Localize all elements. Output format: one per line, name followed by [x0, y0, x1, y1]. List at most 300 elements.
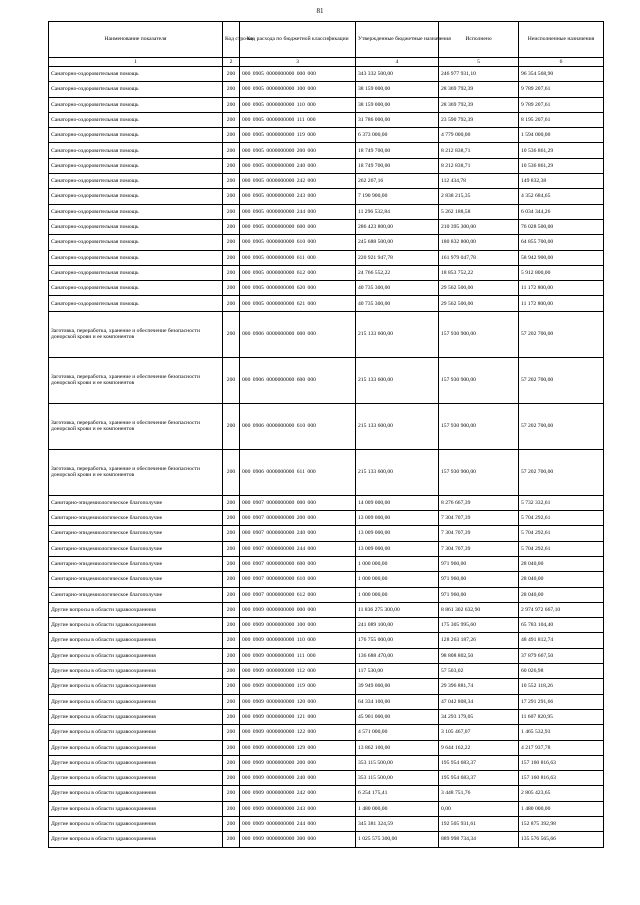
indicator-name-cell: Другие вопросы в области здравоохранения	[49, 832, 223, 847]
unexecuted-amount-cell: 57 202 700,00	[519, 403, 604, 449]
expense-code-cell: 000 0907 0000000000 600 000	[240, 556, 356, 571]
executed-amount-cell: 29 562 500,00	[439, 296, 519, 311]
unexecuted-amount-cell: 9 789 207,61	[519, 97, 604, 112]
unexecuted-amount-cell: 4 352 684,65	[519, 189, 604, 204]
expense-code-cell: 000 0909 0000000000 000 000	[240, 602, 356, 617]
table-row	[49, 771, 604, 786]
approved-amount-cell: 245 688 500,00	[356, 235, 439, 250]
unexecuted-amount-cell: 65 783 104,40	[519, 618, 604, 633]
approved-amount-cell: 24 766 552,22	[356, 265, 439, 280]
indicator-name-cell: Санаторно-оздоровительная помощь	[49, 235, 223, 250]
unexecuted-amount-cell: 5 704 292,61	[519, 511, 604, 526]
table-row	[49, 204, 604, 219]
unexecuted-amount-cell: 9 789 207,61	[519, 82, 604, 97]
indicator-name-cell: Другие вопросы в области здравоохранения	[49, 694, 223, 709]
executed-amount-cell: 157 930 900,00	[439, 357, 519, 403]
indicator-name-cell: Другие вопросы в области здравоохранения	[49, 648, 223, 663]
line-code-cell: 200	[223, 679, 240, 694]
indicator-name-cell: Санаторно-оздоровительная помощь	[49, 97, 223, 112]
expense-code-cell: 000 0909 0000000000 129 000	[240, 740, 356, 755]
executed-amount-cell: 157 930 900,00	[439, 311, 519, 357]
indicator-name-cell: Санитарно-эпидемиологическое благополучие	[49, 541, 223, 556]
indicator-name-cell: Санаторно-оздоровительная помощь	[49, 250, 223, 265]
table-row	[49, 357, 604, 403]
expense-code-cell: 000 0906 0000000000 610 000	[240, 403, 356, 449]
unexecuted-amount-cell: 28 040,00	[519, 572, 604, 587]
expense-code-cell: 000 0909 0000000000 119 000	[240, 679, 356, 694]
approved-amount-cell: 136 688 470,00	[356, 648, 439, 663]
line-code-cell: 200	[223, 618, 240, 633]
table-row	[49, 97, 604, 112]
line-code-cell: 200	[223, 112, 240, 127]
table-row	[49, 143, 604, 158]
table-row	[49, 541, 604, 556]
executed-amount-cell: 971 960,00	[439, 556, 519, 571]
line-code-cell: 200	[223, 511, 240, 526]
unexecuted-amount-cell: 28 040,00	[519, 587, 604, 602]
approved-amount-cell: 1 025 575 300,00	[356, 832, 439, 847]
expense-code-cell: 000 0905 0000000000 119 000	[240, 128, 356, 143]
unexecuted-amount-cell: 57 202 700,00	[519, 449, 604, 495]
indicator-name-cell: Санитарно-эпидемиологическое благополучие	[49, 526, 223, 541]
approved-amount-cell: 45 901 000,00	[356, 709, 439, 724]
table-row	[49, 511, 604, 526]
indicator-name-cell: Санаторно-оздоровительная помощь	[49, 189, 223, 204]
indicator-name-cell: Санаторно-оздоровительная помощь	[49, 82, 223, 97]
approved-amount-cell: 215 133 600,00	[356, 403, 439, 449]
executed-amount-cell: 7 304 707,39	[439, 526, 519, 541]
unexecuted-amount-cell: 157 160 816,63	[519, 771, 604, 786]
expense-code-cell: 000 0906 0000000000 611 000	[240, 449, 356, 495]
indicator-name-cell: Другие вопросы в области здравоохранения	[49, 771, 223, 786]
indicator-name-cell: Санаторно-оздоровительная помощь	[49, 143, 223, 158]
table-row	[49, 664, 604, 679]
executed-amount-cell: 971 960,00	[439, 587, 519, 602]
approved-amount-cell: 343 332 500,00	[356, 67, 439, 82]
executed-amount-cell: 8 276 667,39	[439, 495, 519, 510]
expense-code-cell: 000 0907 0000000000 240 000	[240, 526, 356, 541]
table-body	[49, 67, 604, 848]
column-number: 1	[49, 58, 223, 67]
approved-amount-cell: 4 571 000,00	[356, 725, 439, 740]
expense-code-cell: 000 0906 0000000000 600 000	[240, 357, 356, 403]
executed-amount-cell: 157 930 900,00	[439, 449, 519, 495]
approved-amount-cell: 117 530,00	[356, 664, 439, 679]
unexecuted-amount-cell: 1 594 000,00	[519, 128, 604, 143]
line-code-cell: 200	[223, 740, 240, 755]
approved-amount-cell: 7 190 900,00	[356, 189, 439, 204]
line-code-cell: 200	[223, 755, 240, 770]
executed-amount-cell: 112 434,78	[439, 174, 519, 189]
line-code-cell: 200	[223, 556, 240, 571]
column-number: 6	[519, 58, 604, 67]
approved-amount-cell: 18 749 700,00	[356, 158, 439, 173]
page-number: 81	[316, 7, 324, 15]
executed-amount-cell: 128 263 187,26	[439, 633, 519, 648]
expense-code-cell: 000 0909 0000000000 244 000	[240, 816, 356, 831]
line-code-cell: 200	[223, 771, 240, 786]
line-code-cell: 200	[223, 449, 240, 495]
approved-amount-cell: 38 159 000,00	[356, 82, 439, 97]
line-code-cell: 200	[223, 725, 240, 740]
line-code-cell: 200	[223, 296, 240, 311]
table-row	[49, 265, 604, 280]
executed-amount-cell: 28 369 792,39	[439, 82, 519, 97]
line-code-cell: 200	[223, 67, 240, 82]
unexecuted-amount-cell: 11 607 820,95	[519, 709, 604, 724]
line-code-cell: 200	[223, 82, 240, 97]
line-code-cell: 200	[223, 311, 240, 357]
line-code-cell: 200	[223, 265, 240, 280]
table-row	[49, 725, 604, 740]
expense-code-cell: 000 0909 0000000000 111 000	[240, 648, 356, 663]
line-code-cell: 200	[223, 97, 240, 112]
table-row	[49, 174, 604, 189]
approved-amount-cell: 1 480 000,00	[356, 801, 439, 816]
approved-amount-cell: 1 000 000,00	[356, 556, 439, 571]
indicator-name-cell: Санаторно-оздоровительная помощь	[49, 204, 223, 219]
expense-code-cell: 000 0909 0000000000 200 000	[240, 755, 356, 770]
expense-code-cell: 000 0905 0000000000 244 000	[240, 204, 356, 219]
table-row	[49, 602, 604, 617]
executed-amount-cell: 8 861 302 632,90	[439, 602, 519, 617]
executed-amount-cell: 0,00	[439, 801, 519, 816]
approved-amount-cell: 11 296 532,84	[356, 204, 439, 219]
column-number: 4	[356, 58, 439, 67]
indicator-name-cell: Санитарно-эпидемиологическое благополучие	[49, 495, 223, 510]
executed-amount-cell: 889 998 734,34	[439, 832, 519, 847]
line-code-cell: 200	[223, 219, 240, 234]
approved-amount-cell: 13 009 000,00	[356, 511, 439, 526]
line-code-cell: 200	[223, 572, 240, 587]
executed-amount-cell: 29 396 881,74	[439, 679, 519, 694]
indicator-name-cell: Заготовка, переработка, хранение и обеспечение безопасности донорской крови и ее компонентов	[49, 449, 223, 495]
expense-code-cell: 000 0909 0000000000 121 000	[240, 709, 356, 724]
approved-amount-cell: 38 159 000,00	[356, 97, 439, 112]
table-row	[49, 403, 604, 449]
table-row	[49, 495, 604, 510]
column-number-row	[49, 58, 604, 67]
line-code-cell: 200	[223, 189, 240, 204]
table-row	[49, 572, 604, 587]
approved-amount-cell: 6 373 000,00	[356, 128, 439, 143]
table-row	[49, 281, 604, 296]
unexecuted-amount-cell: 4 217 937,78	[519, 740, 604, 755]
executed-amount-cell: 3 448 751,76	[439, 786, 519, 801]
indicator-name-cell: Другие вопросы в области здравоохранения	[49, 816, 223, 831]
expense-code-cell: 000 0905 0000000000 240 000	[240, 158, 356, 173]
unexecuted-amount-cell: 1 465 532,93	[519, 725, 604, 740]
executed-amount-cell: 34 293 179,05	[439, 709, 519, 724]
header-line-code: Код стро-ки	[223, 22, 240, 58]
executed-amount-cell: 7 304 707,39	[439, 541, 519, 556]
expense-code-cell: 000 0909 0000000000 243 000	[240, 801, 356, 816]
budget-execution-table	[48, 21, 604, 848]
indicator-name-cell: Санаторно-оздоровительная помощь	[49, 219, 223, 234]
indicator-name-cell: Санаторно-оздоровительная помощь	[49, 296, 223, 311]
unexecuted-amount-cell: 11 172 800,00	[519, 281, 604, 296]
executed-amount-cell: 246 977 931,10	[439, 67, 519, 82]
executed-amount-cell: 2 838 215,35	[439, 189, 519, 204]
executed-amount-cell: 4 779 000,00	[439, 128, 519, 143]
expense-code-cell: 000 0905 0000000000 611 000	[240, 250, 356, 265]
line-code-cell: 200	[223, 143, 240, 158]
executed-amount-cell: 3 105 467,07	[439, 725, 519, 740]
line-code-cell: 200	[223, 832, 240, 847]
unexecuted-amount-cell: 10 536 861,29	[519, 158, 604, 173]
approved-amount-cell: 6 254 175,41	[356, 786, 439, 801]
unexecuted-amount-cell: 28 040,00	[519, 556, 604, 571]
table-row	[49, 296, 604, 311]
table-row	[49, 112, 604, 127]
table-row	[49, 82, 604, 97]
line-code-cell: 200	[223, 633, 240, 648]
unexecuted-amount-cell: 1 480 000,00	[519, 801, 604, 816]
executed-amount-cell: 180 832 800,00	[439, 235, 519, 250]
table-row	[49, 449, 604, 495]
executed-amount-cell: 8 212 838,71	[439, 143, 519, 158]
approved-amount-cell: 13 009 000,00	[356, 541, 439, 556]
expense-code-cell: 000 0909 0000000000 100 000	[240, 618, 356, 633]
table-row	[49, 556, 604, 571]
line-code-cell: 200	[223, 709, 240, 724]
approved-amount-cell: 215 133 600,00	[356, 311, 439, 357]
line-code-cell: 200	[223, 158, 240, 173]
expense-code-cell: 000 0907 0000000000 200 000	[240, 511, 356, 526]
line-code-cell: 200	[223, 786, 240, 801]
line-code-cell: 200	[223, 235, 240, 250]
table-row	[49, 587, 604, 602]
approved-amount-cell: 262 267,16	[356, 174, 439, 189]
table-row	[49, 633, 604, 648]
approved-amount-cell: 18 749 700,00	[356, 143, 439, 158]
indicator-name-cell: Санаторно-оздоровительная помощь	[49, 158, 223, 173]
expense-code-cell: 000 0907 0000000000 610 000	[240, 572, 356, 587]
indicator-name-cell: Санаторно-оздоровительная помощь	[49, 265, 223, 280]
approved-amount-cell: 31 786 000,00	[356, 112, 439, 127]
expense-code-cell: 000 0905 0000000000 620 000	[240, 281, 356, 296]
unexecuted-amount-cell: 57 202 700,00	[519, 311, 604, 357]
column-number: 2	[223, 58, 240, 67]
indicator-name-cell: Санитарно-эпидемиологическое благополучие	[49, 556, 223, 571]
line-code-cell: 200	[223, 816, 240, 831]
executed-amount-cell: 971 960,00	[439, 572, 519, 587]
expense-code-cell: 000 0909 0000000000 242 000	[240, 786, 356, 801]
unexecuted-amount-cell: 8 195 207,61	[519, 112, 604, 127]
executed-amount-cell: 23 590 792,39	[439, 112, 519, 127]
approved-amount-cell: 345 381 324,59	[356, 816, 439, 831]
table-row	[49, 311, 604, 357]
expense-code-cell: 000 0905 0000000000 110 000	[240, 97, 356, 112]
table-row	[49, 740, 604, 755]
approved-amount-cell: 40 735 300,00	[356, 296, 439, 311]
table-row	[49, 219, 604, 234]
unexecuted-amount-cell: 2 974 972 667,10	[519, 602, 604, 617]
executed-amount-cell: 175 305 995,60	[439, 618, 519, 633]
indicator-name-cell: Санаторно-оздоровительная помощь	[49, 67, 223, 82]
approved-amount-cell: 1 000 000,00	[356, 587, 439, 602]
executed-amount-cell: 57 503,02	[439, 664, 519, 679]
header-name: Наименование показателя	[49, 22, 223, 58]
expense-code-cell: 000 0907 0000000000 612 000	[240, 587, 356, 602]
executed-amount-cell: 157 930 900,00	[439, 403, 519, 449]
approved-amount-cell: 286 423 800,00	[356, 219, 439, 234]
unexecuted-amount-cell: 2 805 423,65	[519, 786, 604, 801]
indicator-name-cell: Санитарно-эпидемиологическое благополучие	[49, 511, 223, 526]
table-row	[49, 526, 604, 541]
executed-amount-cell: 192 505 931,61	[439, 816, 519, 831]
line-code-cell: 200	[223, 526, 240, 541]
indicator-name-cell: Заготовка, переработка, хранение и обеспечение безопасности донорской крови и ее компонентов	[49, 357, 223, 403]
table-row	[49, 801, 604, 816]
unexecuted-amount-cell: 6 034 344,26	[519, 204, 604, 219]
indicator-name-cell: Санаторно-оздоровительная помощь	[49, 112, 223, 127]
approved-amount-cell: 353 115 500,00	[356, 755, 439, 770]
table-row	[49, 832, 604, 847]
expense-code-cell: 000 0909 0000000000 112 000	[240, 664, 356, 679]
expense-code-cell: 000 0909 0000000000 240 000	[240, 771, 356, 786]
line-code-cell: 200	[223, 602, 240, 617]
line-code-cell: 200	[223, 403, 240, 449]
executed-amount-cell: 5 262 188,58	[439, 204, 519, 219]
column-number: 5	[439, 58, 519, 67]
line-code-cell: 200	[223, 587, 240, 602]
expense-code-cell: 000 0905 0000000000 621 000	[240, 296, 356, 311]
indicator-name-cell: Санаторно-оздоровительная помощь	[49, 128, 223, 143]
unexecuted-amount-cell: 10 536 861,29	[519, 143, 604, 158]
line-code-cell: 200	[223, 128, 240, 143]
line-code-cell: 200	[223, 250, 240, 265]
unexecuted-amount-cell: 5 912 800,00	[519, 265, 604, 280]
executed-amount-cell: 195 954 683,37	[439, 771, 519, 786]
unexecuted-amount-cell: 135 576 565,66	[519, 832, 604, 847]
expense-code-cell: 000 0905 0000000000 243 000	[240, 189, 356, 204]
indicator-name-cell: Другие вопросы в области здравоохранения	[49, 664, 223, 679]
header-expense-code: Код расхода по бюджетной классификации	[240, 22, 356, 58]
executed-amount-cell: 8 212 838,71	[439, 158, 519, 173]
table-row	[49, 648, 604, 663]
executed-amount-cell: 47 042 808,34	[439, 694, 519, 709]
expense-code-cell: 000 0905 0000000000 100 000	[240, 82, 356, 97]
indicator-name-cell: Заготовка, переработка, хранение и обеспечение безопасности донорской крови и ее компонентов	[49, 311, 223, 357]
unexecuted-amount-cell: 5 704 292,61	[519, 526, 604, 541]
approved-amount-cell: 215 133 600,00	[356, 357, 439, 403]
unexecuted-amount-cell: 64 855 700,00	[519, 235, 604, 250]
indicator-name-cell: Другие вопросы в области здравоохранения	[49, 786, 223, 801]
header-approved: Утвержденные бюджетные назначения	[356, 22, 439, 58]
unexecuted-amount-cell: 149 832,38	[519, 174, 604, 189]
expense-code-cell: 000 0905 0000000000 612 000	[240, 265, 356, 280]
unexecuted-amount-cell: 10 552 118,26	[519, 679, 604, 694]
approved-amount-cell: 353 115 500,00	[356, 771, 439, 786]
indicator-name-cell: Другие вопросы в области здравоохранения	[49, 602, 223, 617]
approved-amount-cell: 13 862 100,00	[356, 740, 439, 755]
unexecuted-amount-cell: 152 875 392,98	[519, 816, 604, 831]
column-number: 3	[240, 58, 356, 67]
table-row	[49, 67, 604, 82]
expense-code-cell: 000 0906 0000000000 000 000	[240, 311, 356, 357]
indicator-name-cell: Заготовка, переработка, хранение и обеспечение безопасности донорской крови и ее компонентов	[49, 403, 223, 449]
unexecuted-amount-cell: 57 202 700,00	[519, 357, 604, 403]
expense-code-cell: 000 0907 0000000000 000 000	[240, 495, 356, 510]
table-row	[49, 158, 604, 173]
line-code-cell: 200	[223, 694, 240, 709]
indicator-name-cell: Другие вопросы в области здравоохранения	[49, 709, 223, 724]
header-unexecuted: Неисполненные назначения	[519, 22, 604, 58]
approved-amount-cell: 215 133 600,00	[356, 449, 439, 495]
executed-amount-cell: 210 395 300,00	[439, 219, 519, 234]
executed-amount-cell: 18 853 752,22	[439, 265, 519, 280]
table-row	[49, 128, 604, 143]
line-code-cell: 200	[223, 281, 240, 296]
unexecuted-amount-cell: 96 354 568,90	[519, 67, 604, 82]
unexecuted-amount-cell: 48 491 812,74	[519, 633, 604, 648]
line-code-cell: 200	[223, 648, 240, 663]
table-row	[49, 694, 604, 709]
executed-amount-cell: 98 808 802,50	[439, 648, 519, 663]
executed-amount-cell: 161 979 047,78	[439, 250, 519, 265]
indicator-name-cell: Санитарно-эпидемиологическое благополучие	[49, 572, 223, 587]
line-code-cell: 200	[223, 495, 240, 510]
approved-amount-cell: 13 009 000,00	[356, 526, 439, 541]
expense-code-cell: 000 0905 0000000000 000 000	[240, 67, 356, 82]
approved-amount-cell: 40 735 300,00	[356, 281, 439, 296]
line-code-cell: 200	[223, 357, 240, 403]
approved-amount-cell: 220 921 947,78	[356, 250, 439, 265]
unexecuted-amount-cell: 76 028 500,00	[519, 219, 604, 234]
expense-code-cell: 000 0905 0000000000 242 000	[240, 174, 356, 189]
executed-amount-cell: 9 644 162,22	[439, 740, 519, 755]
indicator-name-cell: Другие вопросы в области здравоохранения	[49, 633, 223, 648]
expense-code-cell: 000 0907 0000000000 244 000	[240, 541, 356, 556]
expense-code-cell: 000 0905 0000000000 111 000	[240, 112, 356, 127]
executed-amount-cell: 7 304 707,39	[439, 511, 519, 526]
approved-amount-cell: 39 949 000,00	[356, 679, 439, 694]
unexecuted-amount-cell: 11 172 800,00	[519, 296, 604, 311]
approved-amount-cell: 176 755 000,00	[356, 633, 439, 648]
table-row	[49, 235, 604, 250]
table-header-row	[49, 22, 604, 58]
approved-amount-cell: 1 000 000,00	[356, 572, 439, 587]
expense-code-cell: 000 0905 0000000000 200 000	[240, 143, 356, 158]
executed-amount-cell: 195 954 683,37	[439, 755, 519, 770]
table-row	[49, 709, 604, 724]
indicator-name-cell: Другие вопросы в области здравоохранения	[49, 755, 223, 770]
line-code-cell: 200	[223, 174, 240, 189]
expense-code-cell: 000 0905 0000000000 600 000	[240, 219, 356, 234]
indicator-name-cell: Санаторно-оздоровительная помощь	[49, 281, 223, 296]
line-code-cell: 200	[223, 541, 240, 556]
expense-code-cell: 000 0909 0000000000 300 000	[240, 832, 356, 847]
header-executed: Исполнено	[439, 22, 519, 58]
expense-code-cell: 000 0909 0000000000 110 000	[240, 633, 356, 648]
indicator-name-cell: Другие вопросы в области здравоохранения	[49, 740, 223, 755]
table-row	[49, 755, 604, 770]
line-code-cell: 200	[223, 664, 240, 679]
indicator-name-cell: Санитарно-эпидемиологическое благополучие	[49, 587, 223, 602]
indicator-name-cell: Другие вопросы в области здравоохранения	[49, 618, 223, 633]
table-row	[49, 816, 604, 831]
table-row	[49, 250, 604, 265]
executed-amount-cell: 29 562 500,00	[439, 281, 519, 296]
approved-amount-cell: 11 836 275 300,00	[356, 602, 439, 617]
table-row	[49, 679, 604, 694]
indicator-name-cell: Другие вопросы в области здравоохранения	[49, 801, 223, 816]
unexecuted-amount-cell: 157 160 816,63	[519, 755, 604, 770]
unexecuted-amount-cell: 5 704 292,61	[519, 541, 604, 556]
table-row	[49, 618, 604, 633]
indicator-name-cell: Другие вопросы в области здравоохранения	[49, 679, 223, 694]
